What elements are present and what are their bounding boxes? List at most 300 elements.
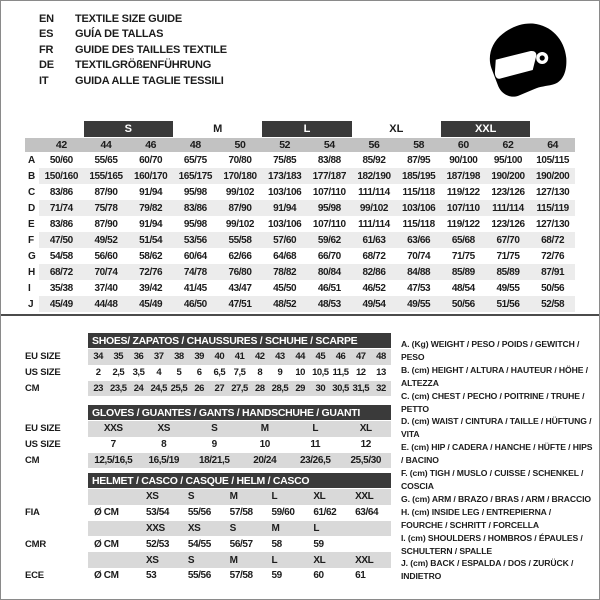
value-cell: 37: [153, 351, 164, 363]
value-cell: 60/64: [183, 250, 207, 262]
size-cell: XXS: [146, 522, 165, 534]
legend-item-f: F. (cm) TIGH / MUSLO / CUISSE / SCHENKEL / COSCIA: [401, 468, 584, 491]
value-cell: 182/190: [352, 168, 397, 184]
row-label-spacer: [25, 521, 88, 537]
value-cell: 115/118: [402, 186, 435, 198]
value-cell: 54/58: [49, 250, 73, 262]
helmet-table-title: HELMET / CASCO / CASQUE / HELM / CASCO: [88, 473, 391, 488]
value-cell: 26: [194, 382, 204, 394]
standard-label: ECE: [25, 570, 44, 582]
value-cell: 36: [133, 351, 144, 363]
value-cell: 70/80: [228, 154, 252, 166]
value-cell: 105/115: [536, 154, 570, 166]
value-cell: 119/122: [446, 186, 480, 198]
helmet-sizes-ece: [25, 552, 391, 568]
value-cell: 190/200: [486, 168, 531, 184]
row-letter: H: [28, 266, 35, 278]
value-cell: 46: [335, 351, 346, 363]
value-cell: 91/94: [139, 218, 163, 230]
value-cell: 83/86: [49, 186, 73, 198]
value-cell: 75/85: [273, 154, 297, 166]
value-cell: 91/94: [139, 186, 163, 198]
value-cell: 41/45: [183, 282, 207, 294]
value-cell: 50/56: [441, 296, 486, 312]
value-cell: 8: [161, 439, 167, 451]
value-cell: 45: [315, 351, 326, 363]
apparel-measure-rows: [25, 152, 575, 312]
value-cell: 56/60: [94, 250, 118, 262]
row-label: US SIZE: [25, 439, 61, 451]
measure-row-f: [25, 232, 575, 248]
value-cell: 71/75: [451, 250, 475, 262]
language-row-de: [39, 58, 227, 74]
value-cell: 84/88: [396, 264, 441, 280]
value-cell: 160/170: [128, 168, 173, 184]
value-cell: 30,5: [332, 382, 349, 394]
size-cell: L: [313, 522, 320, 534]
value-cell: 63/66: [396, 232, 441, 248]
value-cell: 87/95: [407, 154, 431, 166]
value-cell: 49/55: [496, 282, 520, 294]
value-cell: 55/65: [94, 154, 118, 166]
value-cell: 41: [234, 351, 245, 363]
measure-row-h: [25, 264, 575, 280]
row-eu-size: [25, 421, 391, 437]
value-cell: 190/200: [530, 168, 575, 184]
value-cell: 61: [355, 570, 366, 582]
value-cell: 66/70: [317, 250, 341, 262]
value-cell: 99/102: [352, 200, 397, 216]
unit-label: Ø CM: [94, 538, 119, 550]
value-cell: 83/86: [173, 200, 218, 216]
value-cell: 25,5: [170, 382, 188, 394]
value-cell: 12,5/16,5: [94, 454, 133, 466]
helmet-icon: [482, 13, 568, 103]
value-cell: 155/165: [84, 168, 129, 184]
value-cell: 42: [254, 351, 265, 363]
row-eu-size: [25, 349, 391, 365]
shoes-size-table: [25, 333, 391, 396]
value-cell: 83/88: [317, 154, 341, 166]
measure-row-a: [25, 152, 575, 168]
size-cell: M: [229, 554, 238, 566]
value-cell: 68/72: [530, 232, 575, 248]
language-title-list: [39, 11, 227, 89]
value-cell: XS: [157, 423, 171, 435]
helmet-sizes-cmr: [25, 521, 391, 537]
value-cell: 45/50: [273, 282, 297, 294]
row-letter: J: [28, 298, 34, 310]
language-title: GUIDE DES TAILLES TEXTILE: [75, 43, 227, 56]
size-group-spacer: [25, 121, 84, 137]
value-cell: 107/110: [312, 186, 346, 198]
value-cell: 79/82: [128, 200, 173, 216]
row-label-spacer: [25, 552, 88, 568]
measure-row-b: [25, 168, 575, 184]
apparel-size-table: [25, 121, 575, 312]
row-letter: I: [28, 282, 31, 294]
row-cells: [88, 453, 391, 469]
value-cell: 2,5: [112, 367, 125, 379]
value-cell: 53: [146, 570, 157, 582]
value-cell: 56/57: [229, 538, 253, 550]
value-cell: 111/114: [486, 200, 531, 216]
value-cell: 107/110: [441, 200, 486, 216]
row-letter: E: [28, 218, 35, 230]
row-letter: G: [28, 250, 36, 262]
value-cell: 29: [295, 382, 305, 394]
gloves-table-rows: [25, 421, 391, 468]
value-cell: 76/80: [218, 264, 263, 280]
value-cell: 187/198: [441, 168, 486, 184]
value-cell: 95/100: [493, 154, 523, 166]
gloves-size-table: [25, 405, 391, 468]
value-cell: 59: [313, 538, 324, 550]
language-row-es: [39, 27, 227, 43]
eu-size-46: 46: [128, 138, 173, 152]
size-cell: [349, 521, 391, 537]
eu-size-56: 56: [352, 138, 397, 152]
row-cm: [25, 453, 391, 469]
value-cell: 127/130: [535, 186, 570, 198]
row-cells: [88, 365, 391, 381]
size-group-header-row: [25, 121, 575, 137]
value-cell: 71/75: [496, 250, 520, 262]
eu-size-48: 48: [173, 138, 218, 152]
value-cell: 52/53: [146, 538, 170, 550]
value-cell: 87/90: [218, 200, 263, 216]
unit-label: Ø CM: [94, 507, 119, 519]
value-cell: 63/64: [355, 507, 379, 519]
legend-item-i: I. (cm) SHOULDERS / HOMBROS / ÉPAULES / SCHULTERN / SPALLE: [401, 532, 583, 556]
value-cell: 57/58: [229, 570, 253, 582]
value-cell: 48: [376, 351, 386, 363]
value-cell: 50/56: [541, 282, 565, 294]
value-cell: 44: [295, 351, 305, 363]
value-cell: 57/58: [229, 507, 253, 519]
legend-item-g: G. (cm) ARM / BRAZO / BRAS / ARM / BRACCIO: [401, 493, 591, 504]
value-cell: 51/54: [128, 232, 173, 248]
eu-size-64: 64: [530, 138, 575, 152]
value-cell: 12: [355, 367, 366, 379]
value-cell: 127/130: [535, 218, 570, 230]
shoes-table-title: SHOES/ ZAPATOS / CHAUSSURES / SCHUHE / SCARPE: [88, 333, 391, 348]
value-cell: 103/106: [267, 218, 302, 230]
value-cell: 11,5: [332, 367, 349, 379]
size-cell: XS: [146, 554, 159, 566]
size-cell: M: [271, 522, 280, 534]
shoes-table-rows: [25, 349, 391, 396]
value-cell: 11: [310, 439, 321, 451]
value-cell: 75/78: [84, 200, 129, 216]
size-cell: S: [229, 522, 236, 534]
value-cell: 44/48: [84, 296, 129, 312]
value-cell: 71/74: [39, 200, 84, 216]
value-cell: 95/98: [183, 218, 207, 230]
eu-size-62: 62: [486, 138, 531, 152]
value-cell: 28,5: [271, 382, 289, 394]
value-cell: L: [312, 423, 319, 435]
helmet-sizes-fia: [25, 489, 391, 505]
helmet-values-ece: [25, 568, 391, 584]
value-cell: 82/86: [352, 264, 397, 280]
value-cell: 99/102: [225, 218, 255, 230]
value-cell: 37/40: [94, 282, 118, 294]
size-cell: S: [187, 491, 195, 503]
row-us-size: [25, 365, 391, 381]
row-label: CM: [25, 454, 40, 466]
size-cell: XXL: [355, 491, 374, 503]
value-cell: 8: [257, 367, 263, 379]
row-cells: [88, 489, 391, 505]
value-cell: 62/66: [228, 250, 252, 262]
value-cell: 70/74: [407, 250, 431, 262]
row-cells: [88, 536, 391, 552]
eu-size-50: 50: [218, 138, 263, 152]
value-cell: 58: [271, 538, 282, 550]
measure-row-j: [25, 296, 575, 312]
gloves-table-title: GLOVES / GUANTES / GANTS / HANDSCHUHE / GUANTI: [88, 405, 391, 420]
value-cell: 67/70: [486, 232, 531, 248]
legend-item-d: D. (cm) WAIST / CINTURA / TAILLE / HÜFTUNG / VITA: [401, 416, 592, 440]
value-cell: 55/56: [187, 570, 211, 582]
value-cell: 87/90: [94, 218, 118, 230]
value-cell: 18/21,5: [198, 454, 230, 466]
eu-size-60: 60: [441, 138, 486, 152]
size-cell: XS: [146, 491, 159, 503]
value-cell: 72/76: [541, 250, 565, 262]
measure-row-g: [25, 248, 575, 264]
size-group-xxl: XXL: [441, 121, 530, 137]
helmet-table-rows: [25, 489, 391, 584]
value-cell: 10: [295, 367, 305, 379]
value-cell: 65/75: [183, 154, 207, 166]
row-cells: [88, 437, 391, 453]
language-row-en: [39, 11, 227, 27]
eu-size-header-row: [25, 138, 575, 152]
value-cell: 46/51: [317, 282, 341, 294]
value-cell: 5: [176, 367, 182, 379]
row-letter: F: [28, 234, 34, 246]
value-cell: 85/92: [362, 154, 386, 166]
value-cell: 70/74: [84, 264, 129, 280]
value-cell: 9: [211, 439, 217, 451]
value-cell: 68/72: [39, 264, 84, 280]
value-cell: 170/180: [218, 168, 263, 184]
row-cells: [88, 521, 391, 537]
language-code: FR: [39, 43, 54, 56]
value-cell: 78/82: [262, 264, 307, 280]
value-cell: 46/50: [173, 296, 218, 312]
row-cells: [88, 505, 391, 521]
value-cell: 49/52: [84, 232, 129, 248]
value-cell: 115/118: [402, 218, 435, 230]
row-cells: [88, 552, 391, 568]
value-cell: 32: [376, 382, 386, 394]
value-cell: S: [211, 423, 218, 435]
language-title: GUIDA ALLE TAGLIE TESSILI: [75, 74, 224, 87]
size-cell: XL: [313, 491, 326, 503]
row-cells: [88, 421, 391, 437]
measure-row-c: [25, 184, 575, 200]
language-row-it: [39, 73, 227, 89]
unit-label: Ø CM: [94, 570, 119, 582]
value-cell: 40: [214, 351, 225, 363]
value-cell: 173/183: [262, 168, 307, 184]
value-cell: 10: [259, 439, 270, 451]
value-cell: 43: [275, 351, 285, 363]
value-cell: 61/62: [313, 507, 337, 519]
legend-item-a: A. (Kg) WEIGHT / PESO / POIDS / GEWITCH / PESO: [401, 339, 580, 362]
value-cell: 24,5: [150, 382, 167, 394]
size-cell: M: [229, 491, 238, 503]
language-title: GUÍA DE TALLAS: [75, 28, 164, 41]
value-cell: 43/47: [228, 282, 252, 294]
value-cell: 111/114: [358, 218, 390, 230]
language-code: IT: [39, 74, 49, 87]
value-cell: 9: [277, 367, 283, 379]
value-cell: 49/54: [352, 296, 397, 312]
value-cell: 95/98: [183, 186, 207, 198]
unit-spacer: [88, 489, 140, 505]
value-cell: 7: [110, 439, 116, 451]
value-cell: 59: [271, 570, 282, 582]
row-label: EU SIZE: [25, 351, 61, 363]
size-cell: L: [271, 554, 278, 566]
legend-item-c: C. (cm) CHEST / PECHO / POITRINE / TRUHE / PETTO: [401, 390, 585, 414]
value-cell: 150/160: [39, 168, 84, 184]
value-cell: 13: [376, 367, 386, 379]
row-us-size: [25, 437, 391, 453]
legend-item-j: J. (cm) BACK / ESPALDA / DOS / ZURÜCK / INDIETRO: [401, 558, 574, 582]
eu-size-44: 44: [84, 138, 129, 152]
measurement-legend: [401, 338, 595, 583]
value-cell: 48/52: [262, 296, 307, 312]
value-cell: 49/55: [396, 296, 441, 312]
standard-label: CMR: [25, 538, 47, 550]
value-cell: M: [260, 423, 269, 435]
value-cell: 47/50: [39, 232, 84, 248]
value-cell: 58/62: [139, 250, 163, 262]
value-cell: 60/70: [139, 154, 163, 166]
helmet-size-table: [25, 473, 391, 584]
row-label: CM: [25, 382, 40, 394]
value-cell: 31,5: [352, 382, 369, 394]
value-cell: 59/62: [307, 232, 352, 248]
value-cell: 39: [194, 351, 204, 363]
value-cell: 83/86: [49, 218, 73, 230]
measure-row-e: [25, 216, 575, 232]
value-cell: 87/91: [530, 264, 575, 280]
unit-spacer: [88, 552, 140, 568]
language-row-fr: [39, 42, 227, 58]
size-cell: XL: [313, 554, 326, 566]
value-cell: 115/119: [530, 200, 575, 216]
row-label: EU SIZE: [25, 423, 61, 435]
row-label: US SIZE: [25, 367, 61, 379]
value-cell: 23: [93, 382, 103, 394]
value-cell: 50/60: [49, 154, 73, 166]
value-cell: 103/106: [396, 200, 441, 216]
value-cell: 28: [254, 382, 265, 394]
value-cell: 54/55: [187, 538, 211, 550]
value-cell: 4: [156, 367, 162, 379]
value-cell: 45/49: [128, 296, 173, 312]
value-cell: 35/38: [49, 282, 73, 294]
language-title: TEXTILE SIZE GUIDE: [75, 12, 183, 25]
value-cell: 99/102: [225, 186, 255, 198]
value-cell: 119/122: [446, 218, 480, 230]
eu-size-54: 54: [307, 138, 352, 152]
value-cell: 61/63: [352, 232, 397, 248]
value-cell: 65/68: [441, 232, 486, 248]
section-divider: [1, 314, 600, 316]
row-letter: A: [28, 154, 35, 166]
row-letter: B: [28, 170, 35, 182]
value-cell: 85/89: [486, 264, 531, 280]
standard-label: FIA: [25, 507, 40, 519]
value-cell: [349, 536, 391, 552]
value-cell: 111/114: [358, 186, 390, 198]
size-cell: XXL: [355, 554, 374, 566]
size-cell: S: [187, 554, 195, 566]
value-cell: 39/42: [139, 282, 163, 294]
language-code: ES: [39, 28, 54, 41]
value-cell: 91/94: [262, 200, 307, 216]
value-cell: 7,5: [233, 367, 246, 379]
row-label-spacer: [25, 489, 88, 505]
value-cell: 55/58: [218, 232, 263, 248]
value-cell: 53/54: [146, 507, 170, 519]
size-cell: L: [271, 491, 278, 503]
value-cell: 3,5: [132, 367, 145, 379]
value-cell: 80/84: [307, 264, 352, 280]
helmet-values-fia: [25, 505, 391, 521]
legend-item-e: E. (cm) HIP / CADERA / HANCHE / HÜFTE / HIPS / BACINO: [401, 442, 593, 466]
measure-row-i: [25, 280, 575, 296]
value-cell: 45/49: [39, 296, 84, 312]
eu-size-52: 52: [262, 138, 307, 152]
value-cell: 107/110: [312, 218, 346, 230]
size-group-spacer: [530, 121, 575, 137]
value-cell: 87/90: [94, 186, 118, 198]
value-cell: 68/72: [362, 250, 386, 262]
value-cell: 35: [113, 351, 124, 363]
value-cell: 24: [133, 382, 144, 394]
value-cell: 55/56: [187, 507, 211, 519]
size-group-xl: XL: [389, 123, 404, 135]
value-cell: 57/60: [262, 232, 307, 248]
legend-item-b: B. (cm) HEIGHT / ALTURA / HAUTEUR / HÖHE / ALTEZZA: [401, 364, 588, 388]
letter-col-spacer: [25, 138, 39, 152]
unit-spacer: [88, 521, 140, 537]
value-cell: 46/52: [362, 282, 386, 294]
value-cell: 47: [355, 351, 366, 363]
value-cell: 52/58: [530, 296, 575, 312]
value-cell: 185/195: [396, 168, 441, 184]
value-cell: 23/26,5: [299, 454, 331, 466]
value-cell: 72/76: [128, 264, 173, 280]
value-cell: XL: [359, 423, 372, 435]
size-cell: XS: [187, 522, 201, 534]
legend-item-h: H. (cm) INSIDE LEG / ENTREPIERNA / FOURCHE / SCHRITT / FORCELLA: [401, 506, 552, 530]
value-cell: 30: [315, 382, 326, 394]
value-cell: 48/54: [451, 282, 475, 294]
value-cell: 6: [196, 367, 202, 379]
row-letter: D: [28, 202, 35, 214]
value-cell: 51/56: [486, 296, 531, 312]
value-cell: 53/56: [173, 232, 218, 248]
